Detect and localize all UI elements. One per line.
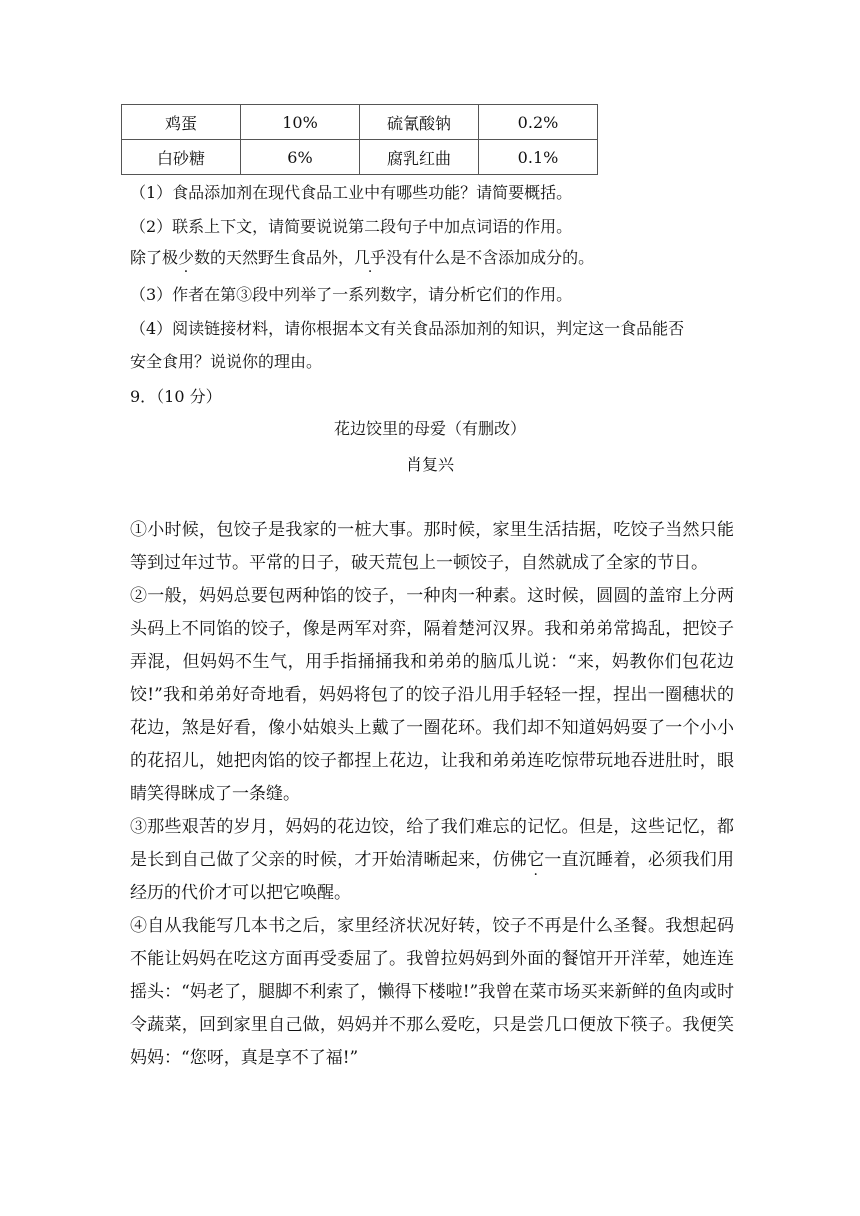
essay-author: 肖复兴 [405, 455, 454, 474]
question-4-line-2: 安全食用？说说你的理由。 [130, 352, 323, 371]
dotted-word: 几乎 [354, 248, 387, 267]
sentence-part: 的天然野生食品外， [210, 248, 355, 267]
dotted-word: 它 [527, 850, 545, 870]
paragraph-part: 一直沉睡着，必须我们用经历的代价才可以把它唤醒。 [130, 850, 735, 903]
paragraph-2: ②一般，妈妈总要包两种馅的饺子，一种肉一种素。这时候，圆圆的盖帘上分两头码上不同馅的饺子，像是两军对弈，隔着楚河汉界。我和弟弟常捣乱，把饺子弄混，但妈妈不生气，用手指捅捅我和弟弟的脑瓜儿说：“来，妈教你们包花边饺!”我和弟弟好奇地看，妈妈将包了的饺子沿儿用手轻轻一捏，捏出一圈穗状的花边，煞是好看，像小姑娘头上戴了一圈花环。我们却不知道妈妈耍了一个小小的花招儿，她把肉馅的饺子都捏上花边，让我和弟弟连吃惊带玩地吞进肚时，眼睛笑得眯成了一条缝。 [130, 586, 734, 804]
table-cell: 硫氰酸钠 [360, 105, 479, 140]
question-2-sentence [130, 245, 594, 268]
essay-body [130, 514, 734, 1075]
table-cell: 0.2% [479, 105, 598, 140]
table-cell: 6% [241, 140, 360, 175]
table-cell: 鸡蛋 [122, 105, 241, 140]
section-9-header: 9．（10 分） [130, 387, 222, 406]
sentence-part: 没有什么是不含添加成分的。 [386, 248, 595, 267]
question-4-line-1: （4）阅读链接材料，请你根据本文有关食品添加剂的知识，判定这一食品能否 [130, 319, 685, 338]
paragraph-1: ①小时候，包饺子是我家的一桩大事。那时候，家里生活拮据，吃饺子当然只能等到过年过节。平常的日子，破天荒包上一顿饺子，自然就成了全家的节日。 [130, 520, 734, 573]
ingredient-table [121, 104, 598, 175]
paragraph-3 [130, 811, 734, 910]
dotted-word: 极少数 [162, 248, 211, 267]
paragraph-4: ④自从我能写几本书之后，家里经济状况好转，饺子不再是什么圣餐。我想起码不能让妈妈在吃这方面再受委屈了。我曾拉妈妈到外面的餐馆开开洋荤，她连连摇头：“妈老了，腿脚不利索了，懒得下楼啦!”我曾在菜市场买来新鲜的鱼肉或时令蔬菜，回到家里自己做，妈妈并不那么爱吃，只是尝几口便放下筷子。我便笑妈妈：“您呀，真是享不了福!” [130, 916, 734, 1068]
sentence-part: 除了 [130, 248, 163, 267]
table-row [122, 105, 598, 140]
table-row [122, 140, 598, 175]
table-cell: 0.1% [479, 140, 598, 175]
question-2: （2）联系上下文，请简要说说第二段句子中加点词语的作用。 [130, 217, 573, 236]
question-1: （1）食品添加剂在现代食品工业中有哪些功能？请简要概括。 [130, 183, 573, 202]
table-cell: 白砂糖 [122, 140, 241, 175]
table-cell: 10% [241, 105, 360, 140]
question-3: （3）作者在第③段中列举了一系列数字，请分析它们的作用。 [130, 285, 573, 304]
table-cell: 腐乳红曲 [360, 140, 479, 175]
paragraph-part: ③那些艰苦的岁月，妈妈的花边饺，给了我们难忘的记忆。但是，这些记忆，都是长到自己做了父亲的时候，才开始清晰起来，仿佛 [130, 817, 734, 870]
essay-title: 花边饺里的母爱（有删改） [333, 419, 526, 438]
